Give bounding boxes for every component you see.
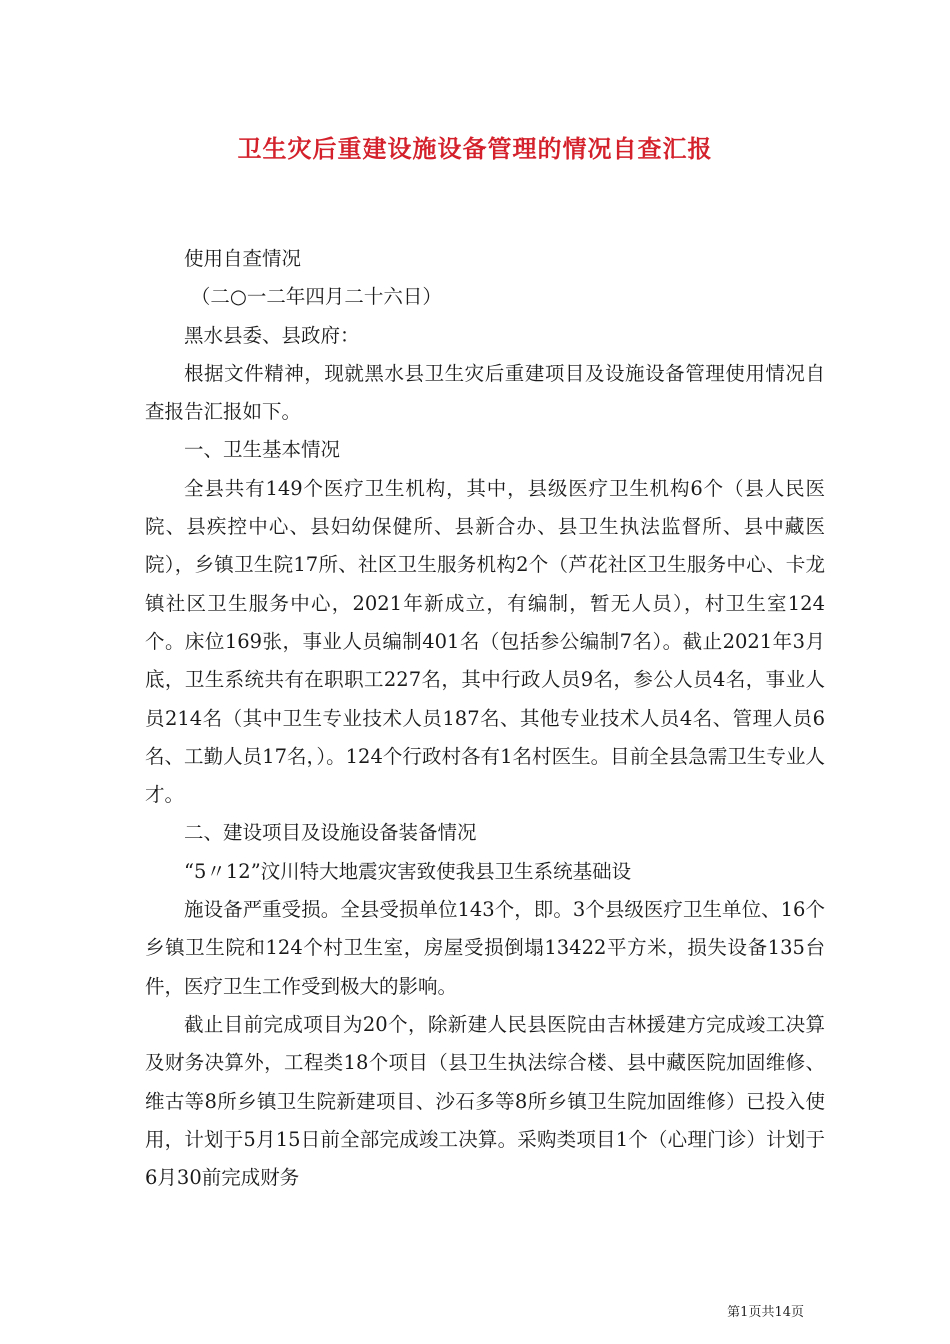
- section-heading-1: 一、卫生基本情况: [184, 438, 341, 462]
- paragraph-date: （二○一二年四月二十六日）: [190, 285, 442, 309]
- paragraph-damage: 施设备严重受损。全县受损单位143个，即。3个县级医疗卫生单位、16个乡镇卫生院和124个村卫生室，房屋受损倒塌13422平方米，损失设备135台件，医疗卫生工作受到极大的影响。: [145, 898, 825, 998]
- paragraph-purpose: 根据文件精神，现就黑水县卫生灾后重建项目及设施设备管理使用情况自查报告汇报如下。: [145, 361, 825, 424]
- paragraph-progress: 截止目前完成项目为20个，除新建人民县医院由吉林援建方完成竣工决算及财务决算外，工程类18个项目（县卫生执法综合楼、县中藏医院加固维修、维古等8所乡镇卫生院新建项目、沙石多等8所乡镇卫生院加固维修）已投入使用，计划于5月15日前全部完成竣工决算。采购类项目1个（心理门诊）计划于6月30前完成财务: [145, 1012, 825, 1190]
- paragraph-intro: 使用自查情况: [184, 247, 302, 270]
- paragraph-basic-info: 全县共有149个医疗卫生机构，其中，县级医疗卫生机构6个（县人民医院、县疾控中心、县妇幼保健所、县新合办、县卫生执法监督所、县中藏医院），乡镇卫生院17所、社区卫生服务机构2个（芦花社区卫生服务中心、卡龙镇社区卫生服务中心，2021年新成立，有编制，暂无人员），村卫生室124个。床位169张，事业人员编制401名（包括参公编制7名）。截止2021年3月底，卫生系统共有在职职工227名，其中行政人员9名，参公人员4名，事业人员214名（其中卫生专业技术人员187名、其他专业技术人员4名、管理人员6名、工勤人员17名，）。124个行政村各有1名村医生。目前全县急需卫生专业人才。: [145, 476, 825, 807]
- page-number: 第1页共14页: [727, 1305, 804, 1320]
- paragraph-addressee: 黑水县委、县政府：: [184, 323, 360, 347]
- section-heading-2: 二、建设项目及设施设备装备情况: [184, 821, 477, 845]
- document-body: [145, 240, 825, 1197]
- document-title: 卫生灾后重建设施设备管理的情况自查汇报: [237, 134, 713, 163]
- paragraph-earthquake: “5〃12”汶川特大地震灾害致使我县卫生系统基础设: [184, 859, 632, 883]
